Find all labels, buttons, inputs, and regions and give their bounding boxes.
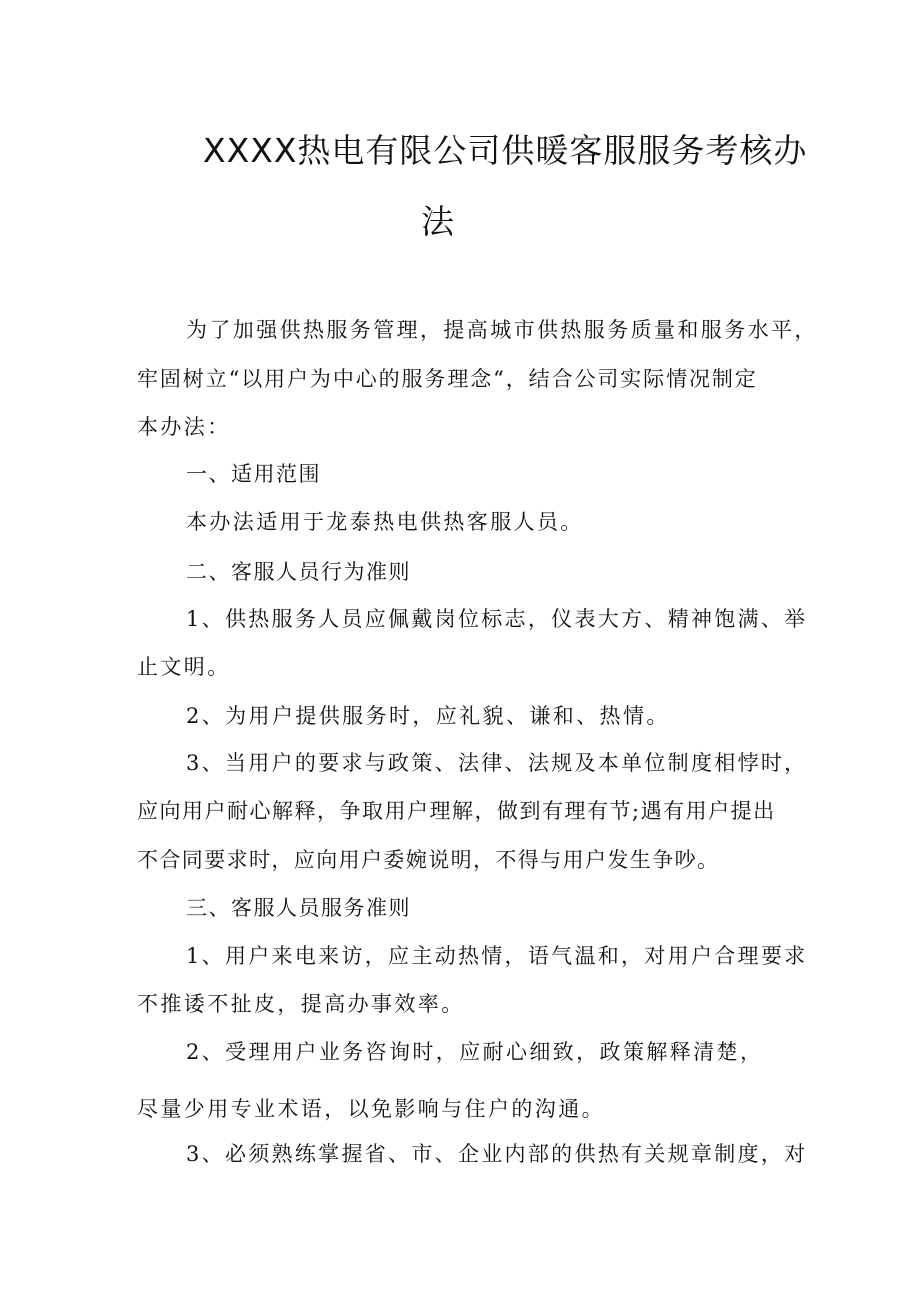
section-3-item-2-line-1: 2、受理用户业务咨询时，应耐心细致，政策解释清楚， xyxy=(186,1040,764,1064)
section-2-item-3-line-1: 3、当用户的要求与政策、法律、法规及本单位制度相悖时， xyxy=(186,751,808,775)
document-title-line-1: XXXX热电有限公司供暖客服服务考核办 xyxy=(203,131,808,170)
section-2-item-3-line-3: 不合同要求时，应向用户委婉说明，不得与用户发生争吵。 xyxy=(137,848,720,872)
section-2-item-1-line-1: 1、供热服务人员应佩戴岗位标志，仪表大方、精神饱满、举 xyxy=(186,607,808,631)
section-3-item-3-line-1: 3、必须熟练掌握省、市、企业内部的供热有关规章制度，对 xyxy=(186,1142,808,1166)
section-2-item-2: 2、为用户提供服务时，应礼貌、谦和、热情。 xyxy=(186,704,670,728)
section-2-item-1-line-2: 止文明。 xyxy=(137,655,231,679)
section-1-paragraph: 本办法适用于龙泰热电供热客服人员。 xyxy=(186,510,584,534)
section-heading-2: 二、客服人员行为准则 xyxy=(186,560,411,584)
section-3-item-2-line-2: 尽量少用专业术语，以免影响与住户的沟通。 xyxy=(137,1097,605,1121)
document-title-line-2: 法 xyxy=(421,202,455,241)
section-3-item-1-line-1: 1、用户来电来访，应主动热情，语气温和，对用户合理要求 xyxy=(186,944,808,968)
intro-paragraph-line-1: 为了加强供热服务管理，提高城市供热服务质量和服务水平， xyxy=(186,318,818,342)
intro-paragraph-line-2: 牢固树立“以用户为中心的服务理念“，结合公司实际情况制定 xyxy=(137,367,758,391)
section-heading-1: 一、适用范围 xyxy=(186,462,321,486)
section-3-item-1-line-2: 不推诿不扯皮，提高办事效率。 xyxy=(137,992,465,1016)
section-heading-3: 三、客服人员服务准则 xyxy=(186,896,411,920)
intro-paragraph-line-3: 本办法： xyxy=(137,415,231,439)
section-2-item-3-line-2: 应向用户耐心解释，争取用户理解，做到有理有节;遇有用户提出 xyxy=(137,799,776,823)
